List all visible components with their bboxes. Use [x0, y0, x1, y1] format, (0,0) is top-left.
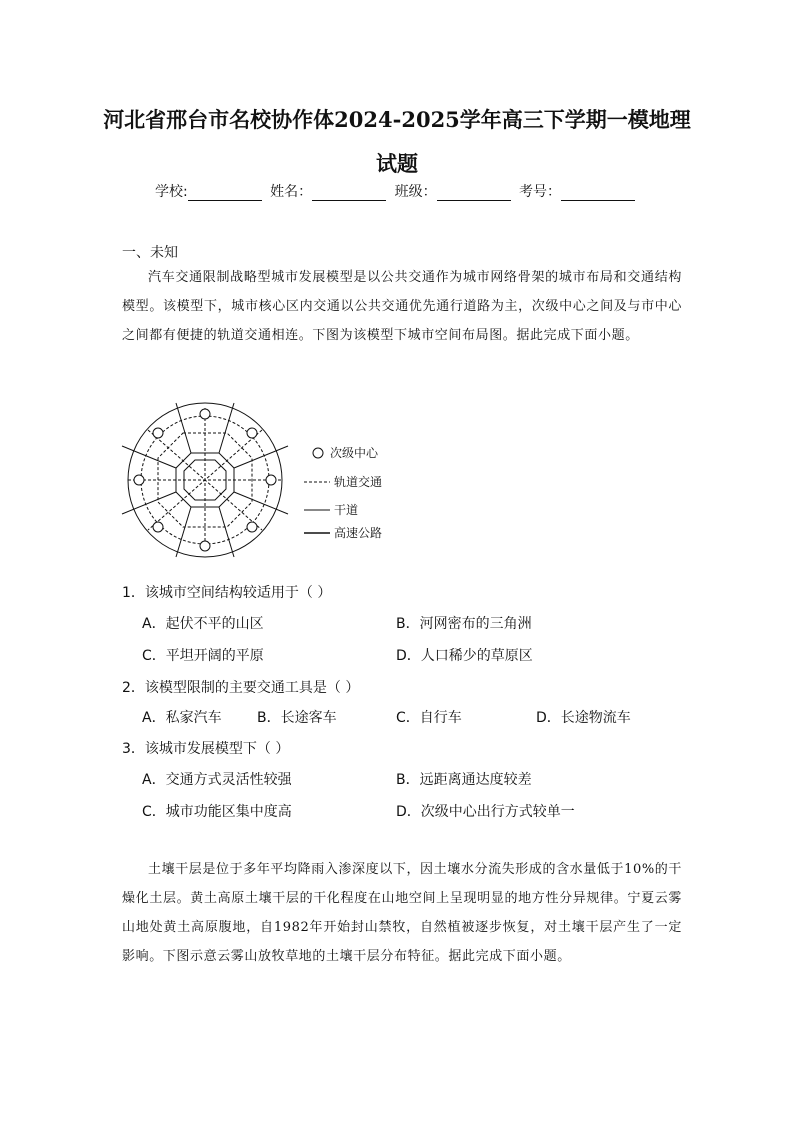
exam-number-field[interactable]	[561, 186, 635, 201]
sub-center	[200, 409, 210, 419]
class-label: 班级：	[394, 184, 437, 200]
sub-center	[200, 541, 210, 551]
sub-center	[247, 522, 257, 532]
sub-center	[247, 428, 257, 438]
school-label: 学校:	[154, 184, 188, 200]
question-2-option-a[interactable]: A．私家汽车	[142, 710, 222, 726]
sub-center	[153, 522, 163, 532]
question-1-option-a[interactable]: A．起伏不平的山区	[142, 616, 264, 632]
exam-title-line2: 试题	[376, 151, 418, 176]
question-1-option-b[interactable]: B．河网密布的三角洲	[396, 616, 532, 632]
radial-highway	[122, 492, 176, 514]
question-2-option-c[interactable]: C．自行车	[396, 710, 462, 726]
question-3-stem: 3．该城市发展模型下（ ）	[122, 741, 290, 757]
question-2-option-b[interactable]: B．长途客车	[257, 710, 337, 726]
class-field[interactable]	[437, 186, 511, 201]
name-field[interactable]	[312, 186, 386, 201]
sub-center	[266, 475, 276, 485]
passage-1: 汽车交通限制战略型城市发展模型是以公共交通作为城市网络骨架的城市布局和交通结构模型。该模型下，城市核心区内交通以公共交通优先通行道路为主，次级中心之间及与市中心之间都有便捷的轨道交通相连。下图为该模型下城市空间布局图。据此完成下面小题。	[122, 270, 682, 343]
city-layout-diagram	[118, 400, 408, 560]
sub-center	[134, 475, 144, 485]
question-2-option-d[interactable]: D．长途物流车	[536, 710, 631, 726]
school-field[interactable]	[188, 186, 262, 201]
radial-highway	[234, 446, 288, 468]
question-1-option-c[interactable]: C．平坦开阔的平原	[142, 648, 264, 664]
student-info-row	[0, 181, 794, 201]
question-3-option-d[interactable]: D．次级中心出行方式较单一	[396, 804, 575, 820]
section-heading: 一、未知	[122, 245, 178, 261]
question-1-option-d[interactable]: D．人口稀少的草原区	[396, 648, 533, 664]
question-3-option-a[interactable]: A．交通方式灵活性较强	[142, 772, 292, 788]
radial-highway	[219, 507, 234, 557]
exam-title-line1: 河北省邢台市名校协作体2024-2025学年高三下学期一模地理	[103, 107, 691, 132]
exam-number-label: 考号：	[519, 184, 562, 200]
name-label: 姓名：	[270, 184, 313, 200]
radial-highway	[176, 507, 191, 557]
radial-highway	[176, 403, 191, 453]
legend	[304, 448, 330, 533]
legend-arterial: 干道	[334, 503, 359, 517]
radial-highway	[219, 403, 234, 453]
question-2-stem: 2．该模型限制的主要交通工具是（ ）	[122, 680, 360, 696]
legend-sub-center: 次级中心	[330, 446, 379, 460]
question-1-stem: 1．该城市空间结构较适用于（ ）	[122, 585, 332, 601]
question-3-option-b[interactable]: B．远距离通达度较差	[396, 772, 532, 788]
question-3-option-c[interactable]: C．城市功能区集中度高	[142, 804, 292, 820]
passage-2: 土壤干层是位于多年平均降雨入渗深度以下，因土壤水分流失形成的含水量低于10%的干燥化土层。黄土高原土壤干层的干化程度在山地空间上呈现明显的地方性分异规律。宁夏云雾山地处黄土高原腹地，自1982年开始封山禁牧，自然植被逐步恢复，对土壤干层产生了一定影响。下图示意云雾山放牧草地的土壤干层分布特征。据此完成下面小题。	[122, 862, 682, 964]
legend-rail: 轨道交通	[334, 475, 383, 489]
sub-center	[153, 428, 163, 438]
legend-highway: 高速公路	[334, 526, 383, 540]
legend-sub-center-symbol	[313, 448, 323, 458]
